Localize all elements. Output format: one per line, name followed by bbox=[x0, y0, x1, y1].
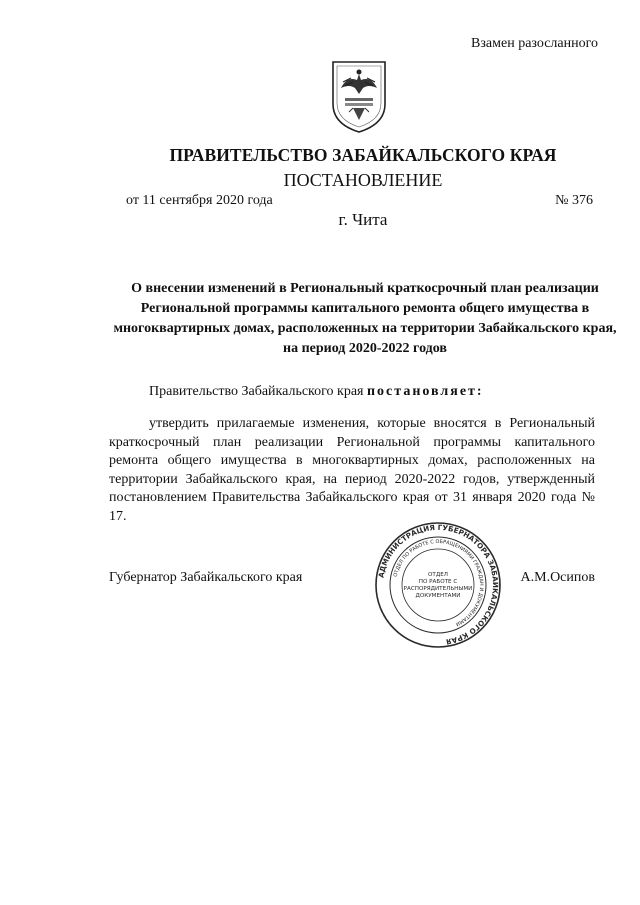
document-subject: О внесении изменений в Региональный краткосрочный план реализации Региональной программы капитального ремонта общего имущества в многоквартирных домах, расположенных на территории Забайкальского края, на период 2020-2022 годов bbox=[113, 281, 617, 356]
preamble bbox=[149, 384, 484, 400]
signer-position: Губернатор Забайкальского края bbox=[109, 570, 303, 585]
seal-center-line: ПО РАБОТЕ С bbox=[418, 579, 458, 585]
seal-inner-text: ОТДЕЛ ПО РАБОТЕ С ОБРАЩЕНИЯМИ ГРАЖДАН И ДОКУМЕНТАМИ bbox=[392, 538, 485, 627]
preamble-subject: Правительство Забайкальского края bbox=[149, 384, 364, 399]
document-number: № 376 bbox=[555, 193, 593, 208]
seal-center-line: РАСПОРЯДИТЕЛЬНЫМИ bbox=[403, 586, 473, 592]
preamble-verb: постановляет: bbox=[366, 384, 484, 399]
copy-note: Взамен разосланного bbox=[471, 36, 598, 51]
government-title: ПРАВИТЕЛЬСТВО ЗАБАЙКАЛЬСКОГО КРАЯ bbox=[169, 145, 557, 165]
document-date: от 11 сентября 2020 года bbox=[126, 193, 273, 208]
body-paragraph: утвердить прилагаемые изменения, которые вносятся в Региональный краткосрочный план реализации Региональной программы капитального ремонта общего имущества в многоквартирных домах, расположенных на территории Забайкальского края, на период 2020-2022 годов, утвержденный постановлением Правительства Забайкальского края от 31 января 2020 года № 17. bbox=[109, 416, 595, 524]
seal-outer-text: АДМИНИСТРАЦИЯ ГУБЕРНАТОРА ЗАБАЙКАЛЬСКОГО КРАЯ bbox=[376, 522, 501, 647]
seal-center-line: ДОКУМЕНТАМИ bbox=[415, 593, 461, 599]
seal-center-line: ОТДЕЛ bbox=[428, 572, 448, 578]
signer-name: А.М.Осипов bbox=[520, 570, 595, 585]
coat-of-arms-icon bbox=[327, 58, 391, 134]
document-type: ПОСТАНОВЛЕНИЕ bbox=[283, 170, 443, 190]
official-seal bbox=[374, 521, 502, 649]
document-city: г. Чита bbox=[338, 210, 388, 229]
